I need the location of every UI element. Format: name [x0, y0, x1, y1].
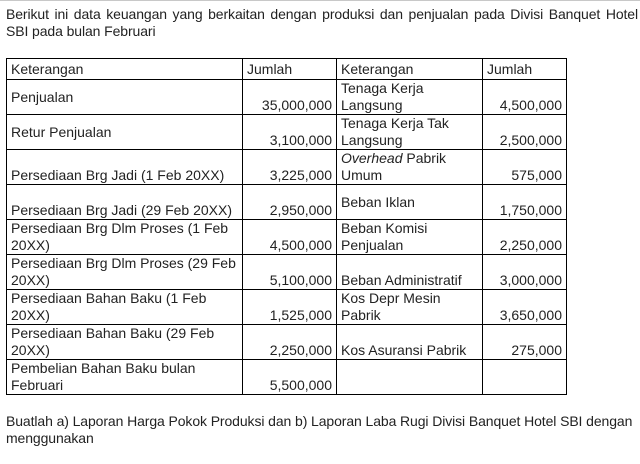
row-label-left: Persediaan Brg Dlm Proses (29 Feb 20XX) — [7, 255, 243, 290]
table-row — [7, 325, 567, 360]
row-amount-left: 4,500,000 — [243, 220, 337, 255]
row-label-right: Tenaga Kerja Tak Langsung — [337, 115, 483, 150]
row-label-right — [337, 150, 483, 185]
top-divider — [0, 0, 640, 1]
row-amount-right: 575,000 — [483, 150, 567, 185]
row-label-left: Persediaan Brg Jadi (1 Feb 20XX) — [7, 150, 243, 185]
row-amount-right: 3,000,000 — [483, 255, 567, 290]
table-header-row — [7, 59, 567, 80]
row-label-right: Beban Iklan — [337, 185, 483, 220]
row-label-left: Retur Penjualan — [7, 115, 243, 150]
row-label-left: Pembelian Bahan Baku bulan Februari — [7, 360, 243, 395]
table-row — [7, 255, 567, 290]
row-label-left: Persediaan Brg Dlm Proses (1 Feb 20XX) — [7, 220, 243, 255]
italic-term: Overhead — [341, 150, 403, 166]
financial-data-table — [6, 58, 567, 395]
row-label-right: Beban Administratif — [337, 255, 483, 290]
table-row — [7, 115, 567, 150]
row-amount-right: 275,000 — [483, 325, 567, 360]
row-amount-right: 3,650,000 — [483, 290, 567, 325]
row-label-left: Persediaan Brg Jadi (29 Feb 20XX) — [7, 185, 243, 220]
row-amount-right: 4,500,000 — [483, 80, 567, 115]
row-amount-right: 1,750,000 — [483, 185, 567, 220]
row-amount-right — [483, 360, 567, 395]
row-label-right: Tenaga Kerja Langsung — [337, 80, 483, 115]
header-jumlah-1: Jumlah — [243, 59, 337, 80]
row-label-right: Beban Komisi Penjualan — [337, 220, 483, 255]
instruction-paragraph: Buatlah a) Laporan Harga Pokok Produksi dan b) Laporan Laba Rugi Divisi Banquet Hotel SBI dengan menggunakan — [6, 413, 633, 446]
row-amount-left: 2,250,000 — [243, 325, 337, 360]
row-amount-left: 2,950,000 — [243, 185, 337, 220]
header-keterangan-1: Keterangan — [7, 59, 243, 80]
row-amount-left: 5,500,000 — [243, 360, 337, 395]
row-label-right-rest: Pabrik Umum — [341, 150, 447, 183]
row-amount-left: 3,100,000 — [243, 115, 337, 150]
row-label-right — [337, 360, 483, 395]
row-label-left: Persediaan Bahan Baku (1 Feb 20XX) — [7, 290, 243, 325]
header-jumlah-2: Jumlah — [483, 59, 567, 80]
row-amount-left: 3,225,000 — [243, 150, 337, 185]
row-label-right: Kos Asuransi Pabrik — [337, 325, 483, 360]
row-amount-left: 5,100,000 — [243, 255, 337, 290]
row-amount-left: 35,000,000 — [243, 80, 337, 115]
row-label-left: Persediaan Bahan Baku (29 Feb 20XX) — [7, 325, 243, 360]
header-keterangan-2: Keterangan — [337, 59, 483, 80]
row-amount-right: 2,250,000 — [483, 220, 567, 255]
table-row — [7, 290, 567, 325]
row-label-left: Penjualan — [7, 80, 243, 115]
row-amount-right: 2,500,000 — [483, 115, 567, 150]
table-row — [7, 80, 567, 115]
table-row — [7, 220, 567, 255]
table-row — [7, 150, 567, 185]
table-row — [7, 360, 567, 395]
table-row — [7, 185, 567, 220]
row-label-right: Kos Depr Mesin Pabrik — [337, 290, 483, 325]
intro-paragraph: Berikut ini data keuangan yang berkaitan dengan produksi dan penjualan pada Divisi Banquet Hotel SBI pada bulan Februari — [6, 6, 638, 39]
row-amount-left: 1,525,000 — [243, 290, 337, 325]
